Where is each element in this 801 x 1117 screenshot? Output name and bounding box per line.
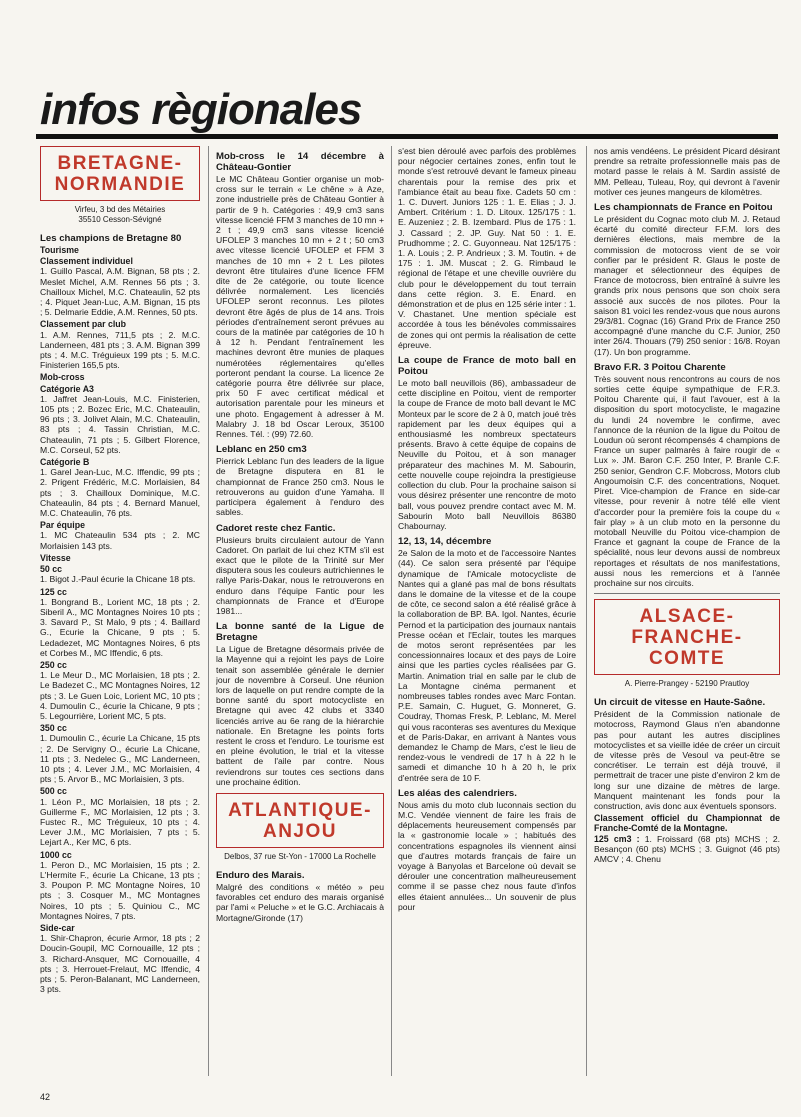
articles xyxy=(398,355,576,912)
column-divider xyxy=(208,146,209,1076)
article-heading: Les aléas des calendriers. xyxy=(398,787,517,799)
results-category-label: Vitesse xyxy=(40,552,71,563)
column-divider xyxy=(391,146,392,1076)
article-body: Le moto ball neuvillois (86), ambassadeur de cette discipline en Poitou, vient de remporter la coupe de France de moto ball devant le MC Monteux par le score de 2 à 0, match joué très rapidement par les deux équipes qui a enthousiasmé les nombreux spectateurs présents. Bravo à cette équipe de copains de Neuville du Poitou, et à son manager préparateur des machines M. M. Sabourin, cette nouvelle coupe rejoindra la prestigieuse collection du club. Pour la prochaine saison si vous désirez présenter une rencontre de moto ball, vous pouvez prendre contact avec M. M. Sabourin Moto ball Neuvillois 86380 Chabournay. xyxy=(398,378,576,531)
articles xyxy=(594,202,780,588)
column-divider xyxy=(586,146,587,1076)
article-body: Pierrick Leblanc l'un des leaders de la ligue de Bretagne disputera en 81 le championnat de France 250 cm3. Nous le retrouverons au guidon d'une Yamaha. Il participera également à l'enduro des sables. xyxy=(216,456,384,518)
results-category-label: Side-car xyxy=(40,923,75,933)
results-text: 1. A.M. Rennes, 711,5 pts ; 2. M.C. Landerneen, 481 pts ; 3. A.M. Bignan 399 pts ; 4. M.C. Tréguieux 199 pts ; 5. M.C. Finisterien 165,5 pts. xyxy=(40,329,200,371)
article-heading: Un circuit de vitesse en Haute-Saône. xyxy=(594,697,766,709)
results-category-label: Catégorie B xyxy=(40,457,90,468)
region-title: BRETAGNE-NORMANDIE xyxy=(54,153,186,195)
results-category-label: Classement par club xyxy=(40,319,127,330)
article-body: Le MC Château Gontier organise un mob-cross sur le terrain « Le chêne » à Aze, zone industrielle près de Château Gontier à partir de 9 h. Catégories : 49,9 cm3 sans vitesse licencié FFM 3 manches de 10 mn + 2 t ; 49,9 cm3 sans vitesse licencié UFOLEP 3 manches 10 mn + 2 t ; 50 cm3 avec vitesse licencié UFOLEP et FFM 3 manches de 10 mn + 2 t. Les pilotes devront être titulaires d'une licence FFM dite de 2e catégorie, ou toute licence délivrée normalement. Les licenciés UFOLEP seront reconnus. Les pilotes devront être âgés de plus de 14 ans. Trois périodes d'entraînement seront prévues au cours de la matinée par catégories de 10 h à 12 h. Pendant l'entraînement les machines devront être munies de plaques numérotées réglementaires qu'elles porteront pendant la course. La licence 2e catégorie pourra être délivrée sur place, prix 50 F avec certificat médical et autorisation parentale pour les mineurs et une photo. Engagement à adresser à M. Malabry J. 18 bd Oscar Leroux, 35100 Rennes. Tél. : (99) 72.60. xyxy=(216,174,384,440)
article-heading: Mob-cross le 14 décembre à Château-Gontier xyxy=(216,151,384,173)
page-number: 42 xyxy=(40,1092,51,1102)
results-category-label: 500 cc xyxy=(40,786,67,797)
ranking-label: 125 cm3 : xyxy=(594,833,640,844)
results-text: 1. Bongrand B., Lorient MC, 18 pts ; 2. Siberil A., MC Montagnes Noires 10 pts ; 3. Savard P., St Malo, 9 pts ; 4. Baillard G., Ecurie la Chicane, 9 pts ; 5. Ledadezet, MC Montagnes Noires, 6 pts et Corbes M., MC Iffendic, 6 pts. xyxy=(40,596,200,658)
articles xyxy=(216,151,384,787)
results-category-label: 350 cc xyxy=(40,723,67,734)
article-heading: Les championnats de France en Poitou xyxy=(594,202,773,214)
results-text: 1. Léon P., MC Morlaisien, 18 pts ; 2. Guillerme F., MC Morlaisien, 12 pts ; 3. Fustec R., MC Tréguieux, 10 pts ; 4. Lever J.M., MC Morlaisien, 7 pts ; 5. Lejart A., Ker MC, 6 pts. xyxy=(40,796,200,848)
column-3 xyxy=(398,146,576,1086)
article-body: 2e Salon de la moto et de l'accessoire Nantes (44). Ce salon sera présenté par l'équipe dynamique de l'Amicale motocycliste de Nantes qui a glané pas mal de bons résultats dans le domaine de la vitesse et de la coupe de côte, ce second salon a été réalisé grâce à la collaboration de BP. BA. Igol. Nantes, écurie Pernod et la participation des journaux nantais Presse océan et l'Eclair, toutes les marques de motos seront représentées par les concessionnaires locaux et des pays de Loire ainsi que les parties cycles réalisées par G. Martin. Animation trial en salle par le club de La Montagne cinéma permanent et nombreuses tables rondes avec Marc Fontan. P.E. Samain, C. Huguet, G. Monneret, G. Coudray, Thomas Fresk, P. Leblanc, M. Merel qui vous raconteras ses aventures du Mexique et de Paris-Dakar, en arrivant à Nantes vous demandez le Champ de Mars, c'est le lieu de rendez-vous le vendredi de 17 h à 22 h le samedi et dimanche 10 h à 20 h, le prix d'entrée sera de 10 F. xyxy=(398,548,576,783)
results-text: 1. Shir-Chapron, écurie Armor, 18 pts ; 2 Doucin-Goupil, MC Cornouaille, 12 pts ; 3. Richard-Ansquer, MC Cornouaille, 4 pts ; 3. Herrouet-Frelaut, MC Iffendic, 4 pts ; 5. Peron-Balanant, MC Landerneen, 3 pts. xyxy=(40,933,200,995)
article-body: Président de la Commission nationale de motocross, Raymond Glaus n'en abandonne pas pour autant les autres disciplines motocyclistes et sa vieille idée de créer un circuit de vitesse près de Vesoul va peut-être se concrétiser. Le terrain est déjà trouvé, il permettrait de tracer une piste d'environ 2 km de long sur une dizaine de mètres de large. Manquent maintenant les fonds pour la construction, avis donc aux éventuels sponsors. xyxy=(594,709,780,811)
results-category-label: Tourisme xyxy=(40,245,79,255)
results-text: 1. Le Meur D., MC Morlaisien, 18 pts ; 2. Le Badezet C., MC Montagnes Noires, 12 pts ; 3. Le Guen Loic, Lorient MC, 10 pts ; 4. Dumoulin C., écurie la Chicane, 9 pts ; 5. Legourrière, Lorient MC, 5 pts. xyxy=(40,670,200,721)
column-4 xyxy=(594,146,780,1086)
region-box-atlantique xyxy=(216,793,384,848)
results-text: 1. Bigot J.-Paul écurie la Chicane 18 pts. xyxy=(40,574,196,585)
results-text: 1. Peron D., MC Morlaisien, 15 pts ; 2. L'Hermite F., écurie La Chicane, 13 pts ; 3. Poupon P. MC Montagne Noires, 10 pts ; 3. Cosquer M., MC Montagnes Noires, 10 pts ; 5. Quiniou C., MC Montagnes Noires, 7 pts. xyxy=(40,859,200,921)
article-heading: La bonne santé de la Ligue de Bretagne xyxy=(216,621,384,644)
column-1 xyxy=(40,146,200,1086)
region-box-bretagne xyxy=(40,146,200,201)
region-address: A. Pierre-Prangey - 52190 Prautloy xyxy=(624,679,750,689)
article-heading: La coupe de France de moto ball en Poitou xyxy=(398,355,576,378)
results-text: 1. Guillo Pascal, A.M. Bignan, 58 pts ; 2. Meslet Michel, A.M. Rennes 56 pts ; 3. Chailloux Michel, M.C. Chateaulin, 52 pts ; 4. Piquet Jean-Luc, A.M. Bignan, 15 pts ; 5. Delmarie Eddie, A.M. Rennes, 50 pts. xyxy=(40,266,200,318)
article-body: Nous amis du moto club luconnais section du M.C. Vendée viennent de faire les frais de déplacements heureusement compensés par la « gastronomie locale » ; habitués des concentrations espagnoles ils viennent ainsi que d'autres motards français de faire un voyage à Banyolas et Barcelone où devait se dérouler une concentration malheureusement comme il se passe chez nous faute d'infos elles étaient annulées... Un souvenir de plus pour xyxy=(398,799,576,912)
results-text: 1. Garel Jean-Luc, M.C. Iffendic, 99 pts ; 2. Prigent Frédéric, M.C. Morlaisien, 84 pts ; 3. Chailloux Dominique, M.C. Chateaulin, 84 pts ; 4. Bernard Manuel, M.C. Chateaulin, 76 pts. xyxy=(40,467,200,519)
article-body: Malgré des conditions « météo » peu favorables cet enduro des marais organisé par l'ami « Peluche » et le G.C. Archiacais à Mortagne/Gironde (17) xyxy=(216,881,384,923)
article-heading: Enduro des Marais. xyxy=(216,869,305,881)
divider xyxy=(594,593,780,594)
results-category-label: Catégorie A3 xyxy=(40,383,94,394)
article-body: s'est bien déroulé avec parfois des problèmes pour négocier certaines zones, enfin tout le monde s'est retrouvé devant le fameux pineau charentais pour la remise des prix et l'ambiance était au beau fixe. Cadets 50 cm : 1. C. Duvert. Juniors 125 : 1. E. Elias ; J. J. Ambert. Critérium : 1. D. Litoux. 125/175 : 1. E. Auzeniez ; 2. B. Izembard. Plus de 175 : 1. J. Cassard ; 2. JP. Guy. Nat 50 : 1. E. Prudhomme ; 2. C. Guyonneau. Nat 125/175 : 1. A. Louis ; 2. P. Andrieux ; 3. M. Toutin. + de 175 : 1. JM. Muscat ; 2. G. Rimbaud le régional de l'étape et une cheville ouvrière du club pour le développement du tout terrain dans cette région. 3. E. Enard. en démonstration et de plus en 125 série inter : 1. V. Chastanet. Une mention spéciale est accordée à tous les bénévoles commissaires de zones qui ont permis la réalisation de cette épreuve. xyxy=(398,146,576,350)
results-category-label: 50 cc xyxy=(40,564,63,575)
region-title: ALSACE-FRANCHE-COMTE xyxy=(631,606,743,670)
results-text: 1. MC Chateaulin 534 pts ; 2. MC Morlaisien 143 pts. xyxy=(40,530,200,551)
article-heading: Les champions de Bretagne 80 xyxy=(40,233,182,244)
results-category-label: 1000 cc xyxy=(40,849,72,860)
article-body: Le président du Cognac moto club M. J. Retaud écarté du comité directeur F.F.M. lors des dernières élections, mais membre de la commission de motocross vient de se voir confier par le président R. Glaus le poste de manager et sélectionneur des équipes de France de motocross, bien entraîné à suivre les grands prix nous pensons que son choix sera associé aux succès de nos pilotes. Pour la saison 81 voici les rendez-vous que nous aurons 29/3/81. Cognac (16) Grand Prix de France 250 accompagné d'une manche du C.F. Junior, 250 inter 26/4. Thouars (79) 250 senior : 16/8. Royan (17). Un bon programme. xyxy=(594,214,780,357)
region-address: Delbos, 37 rue St-Yon - 17000 La Rochelle xyxy=(224,851,376,861)
article-body: La Ligue de Bretagne désormais privée de la Mayenne qui a rejoint les pays de Loire tenait son assemblée générale le dernier jour de novembre à Corseul. Une réunion lors de laquelle on put rendre compte de la bonne santé du sport motocycliste en Bretagne qui avec 42 clubs et 3340 licenciés arrive au 6e rang de la hiérarchie nationale. En Bretagne les points forts restent le cross et l'enduro. Le tourisme est en pleine évolution, le trial et la vitesse battent de l'aile par contre. Nous reviendrons sur toutes ces sections dans une prochaine édition. xyxy=(216,644,384,787)
results-category-label: Par équipe xyxy=(40,520,85,531)
results-category-label: Classement individuel xyxy=(40,256,133,267)
article-body: nos amis vendéens. Le président Picard désirant prendre sa retraite professionnelle mais pas de motard passe le relais à M. Sardin assisté de MM. Pelleau, Tuleau, Roy, qui devront à l'avenir motiver ces jeunes mangeurs de kilomètres. xyxy=(594,146,780,197)
ranking-text: 1. Froissard (68 pts) MCHS ; 2. Besançon (60 pts) MCHS ; 3. Guignot (46 pts) AMCV ; 4. Chenu xyxy=(594,833,780,864)
article-heading: 12, 13, 14, décembre xyxy=(398,536,492,548)
results-category-label: Mob-cross xyxy=(40,372,85,383)
article-heading: Leblanc en 250 cm3 xyxy=(216,444,307,456)
title-rule xyxy=(36,134,778,139)
article-heading: Cadoret reste chez Fantic. xyxy=(216,522,336,534)
results-category-label: 125 cc xyxy=(40,586,67,597)
page-title: infos règionales xyxy=(40,85,362,134)
region-address: Virfeu, 3 bd des Métairies 35510 Cesson-Sévigné xyxy=(74,205,166,224)
results-text: 1. Dumoulin C., écurie La Chicane, 15 pts ; 2. De Servigny O., écurie La Chicane, 11 pts ; 3. Nedelec G., MC Landerneen, 10 pts ; 4. Lever J.M., MC Morlaisien, 4 pts ; 5. Arvor B., MC Morlaisien, 3 pts. xyxy=(40,733,200,785)
article-body: Plusieurs bruits circulaient autour de Yann Cadoret. On parlait de lui chez KTM s'il est exact que le pilote de la Trinité sur Mer disputera sous les couleurs autrichiennes le rallye Paris-Dakar, nous le retrouverons en enduro dans l'équipe Fantic pour les championnats de France et d'Europe 1981... xyxy=(216,534,384,616)
results-list xyxy=(40,245,200,994)
results-category-label: 250 cc xyxy=(40,659,67,670)
article-body: Très souvent nous rencontrons au cours de nos sorties cette équipe sympathique de F.R.3. Poitou Charente qui, il faut l'avouer, est à la disposition du sport motocycliste, le magazine du lundi 24 novembre le confirme, avec l'annonce de la réunion de la ligue du Poitou de Loudun où seront récompensés 4 champions de France un super palmarès à faire rougir de « Lux ». JM. Baron C.F. 250 Inter, P. Branle C.F. 250 senior, Gendron C.F. Mobcross, Motors club Angoumoisin C.F. des concentrations, Noquet. Piret. Vice-champion de France en side-car vitesse, pour revenir à notre télé elle vient d'accorder pour la première fois la coupe du « fair play » à un club moto en la personne du motoball Neuville du Poitou vice-champion de France et gagnant la coupe de France de la spécialité, nous leur devons aussi de nombreux reportages et résultats de nos manifestations, aussi nous les remercions et à l'année prochaine sur nos circuits. xyxy=(594,373,780,588)
region-title: ATLANTIQUE-ANJOU xyxy=(228,799,372,842)
results-text: 1. Jaffret Jean-Louis, M.C. Finisterien, 105 pts ; 2. Bozec Eric, M.C. Chateaulin, 96 pts ; 3. Jolivet Alain, M.C. Chateaulin, 83 pts ; 4. Tassin Christian, M.C. Chateaulin, 71 pts ; 5. Gilbert Florence, M.C. Corseul, 52 pts. xyxy=(40,393,200,455)
article-heading: Bravo F.R. 3 Poitou Charente xyxy=(594,361,726,373)
ranking-heading: Classement officiel du Championnat de Franche-Comté de la Montagne. xyxy=(594,813,780,834)
column-2 xyxy=(216,146,384,1086)
region-box-alsace xyxy=(594,599,780,675)
